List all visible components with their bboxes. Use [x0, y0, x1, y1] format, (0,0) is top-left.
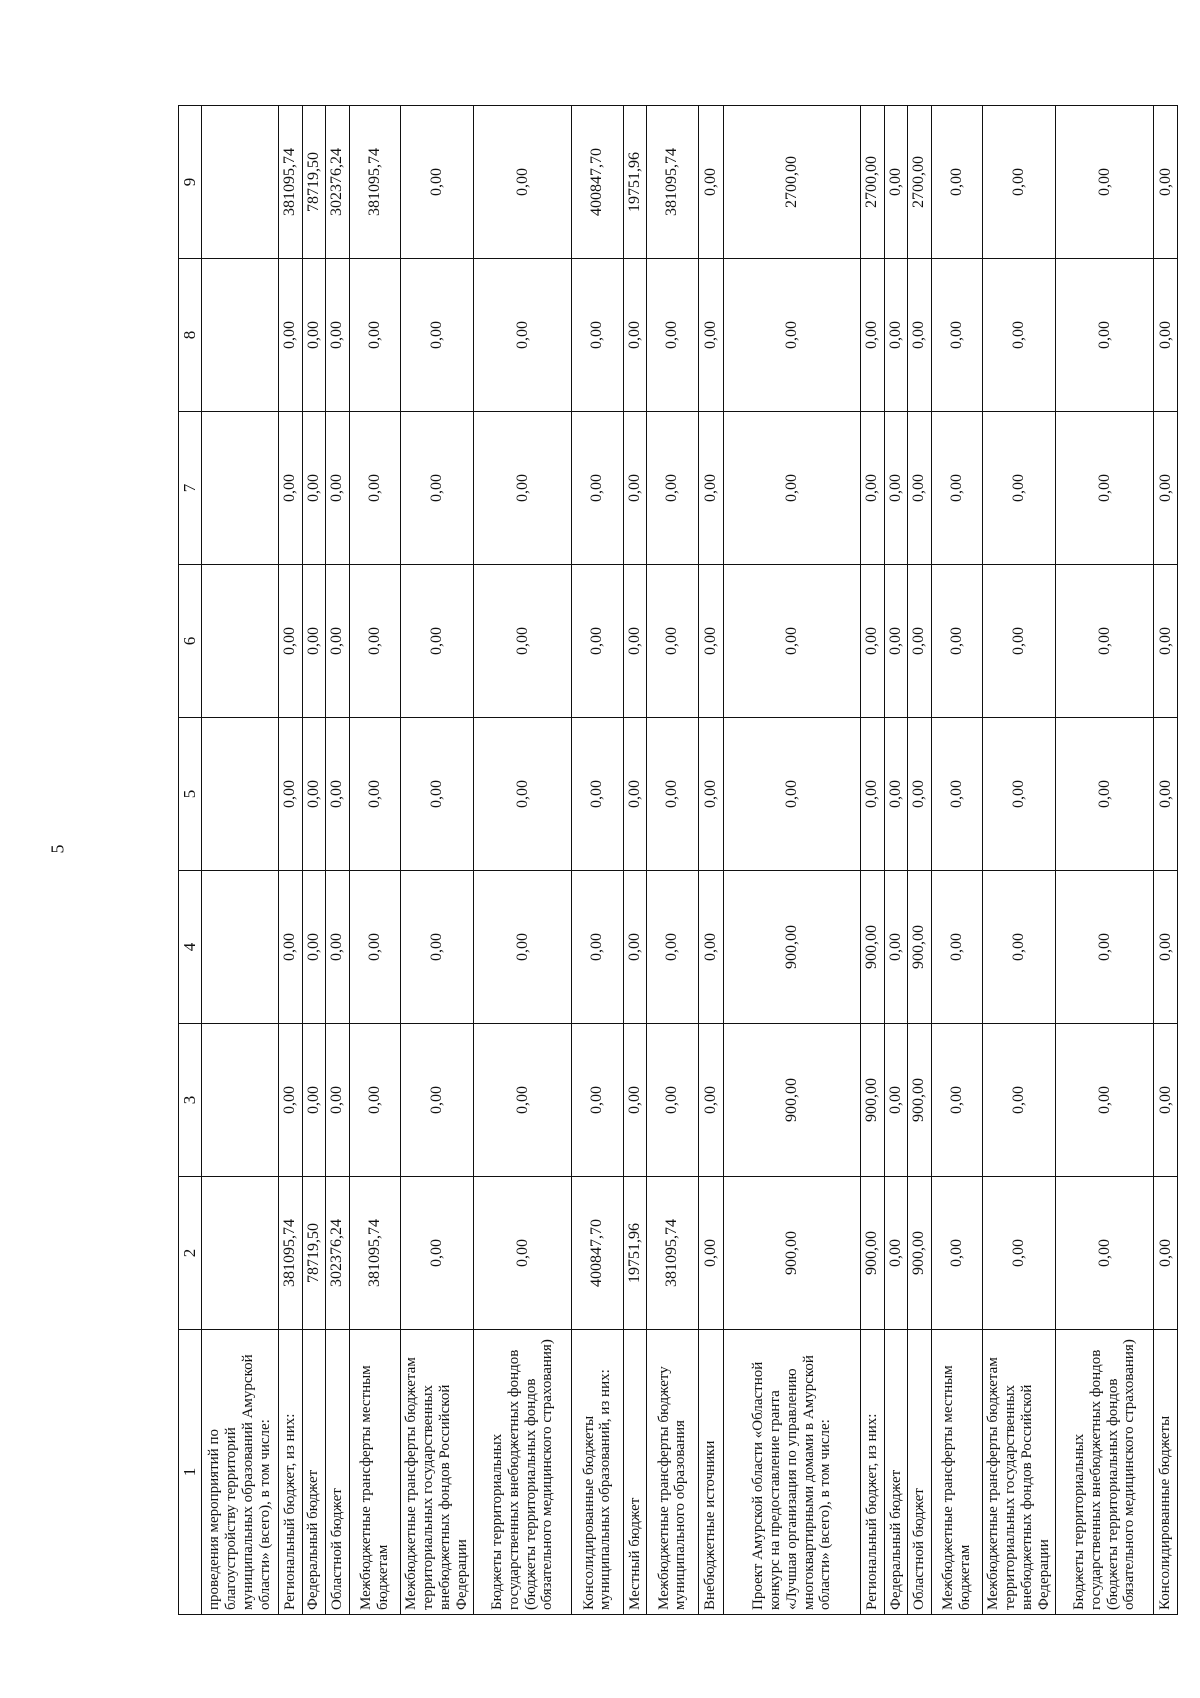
value-cell: 0,00 — [983, 718, 1056, 871]
value-cell: 0,00 — [884, 1177, 908, 1330]
value-cell: 0,00 — [279, 718, 303, 871]
value-cell: 381095,74 — [647, 106, 698, 259]
value-cell: 0,00 — [861, 259, 885, 412]
value-cell: 0,00 — [623, 259, 647, 412]
value-cell: 0,00 — [473, 106, 571, 259]
value-cell: 0,00 — [400, 871, 473, 1024]
value-cell: 900,00 — [724, 1024, 861, 1177]
table-row — [572, 106, 623, 1615]
value-cell: 900,00 — [908, 1177, 932, 1330]
value-cell: 0,00 — [302, 259, 326, 412]
value-cell: 0,00 — [983, 106, 1056, 259]
value-cell: 0,00 — [326, 871, 350, 1024]
value-cell: 0,00 — [931, 718, 982, 871]
value-cell: 0,00 — [1154, 565, 1178, 718]
column-header: 1 — [179, 1330, 202, 1615]
value-cell: 0,00 — [647, 871, 698, 1024]
value-cell: 0,00 — [884, 565, 908, 718]
value-cell: 0,00 — [302, 718, 326, 871]
table-row — [1154, 106, 1178, 1615]
value-cell: 0,00 — [400, 259, 473, 412]
value-cell: 0,00 — [326, 1024, 350, 1177]
value-cell: 0,00 — [326, 718, 350, 871]
value-cell: 0,00 — [473, 565, 571, 718]
value-cell: 0,00 — [983, 871, 1056, 1024]
value-cell: 0,00 — [647, 1024, 698, 1177]
value-cell — [202, 565, 279, 718]
value-cell: 900,00 — [861, 1177, 885, 1330]
value-cell: 0,00 — [884, 871, 908, 1024]
table-row — [908, 106, 932, 1615]
value-cell: 0,00 — [572, 718, 623, 871]
value-cell: 0,00 — [884, 718, 908, 871]
row-label: Областной бюджет — [326, 1330, 350, 1615]
value-cell: 0,00 — [698, 412, 724, 565]
column-header: 5 — [179, 718, 202, 871]
value-cell: 2700,00 — [861, 106, 885, 259]
value-cell: 0,00 — [623, 718, 647, 871]
row-label: проведения мероприятий по благоустройству территорий муниципальных образований Амурской области» (всего), в том числе: — [202, 1330, 279, 1615]
value-cell: 0,00 — [724, 259, 861, 412]
value-cell: 400847,70 — [572, 1177, 623, 1330]
value-cell: 0,00 — [1055, 1177, 1153, 1330]
row-label: Бюджеты территориальных государственных внебюджетных фондов (бюджеты территориальных фондов обязательного медицинского страхования) — [473, 1330, 571, 1615]
table-row — [623, 106, 647, 1615]
value-cell: 0,00 — [623, 565, 647, 718]
row-label: Местный бюджет — [623, 1330, 647, 1615]
table-row — [698, 106, 724, 1615]
value-cell — [202, 106, 279, 259]
table-row — [279, 106, 303, 1615]
value-cell: 0,00 — [931, 412, 982, 565]
table-row — [884, 106, 908, 1615]
value-cell: 0,00 — [572, 412, 623, 565]
value-cell: 0,00 — [861, 565, 885, 718]
value-cell: 78719,50 — [302, 1177, 326, 1330]
table-row — [202, 106, 279, 1615]
value-cell: 0,00 — [698, 106, 724, 259]
value-cell: 0,00 — [1055, 1024, 1153, 1177]
value-cell: 19751,96 — [623, 106, 647, 259]
row-label: Внебюджетные источники — [698, 1330, 724, 1615]
table-row — [400, 106, 473, 1615]
value-cell: 0,00 — [1154, 871, 1178, 1024]
value-cell: 0,00 — [349, 259, 400, 412]
value-cell: 900,00 — [861, 1024, 885, 1177]
value-cell: 0,00 — [698, 871, 724, 1024]
value-cell: 0,00 — [724, 718, 861, 871]
row-label: Областной бюджет — [908, 1330, 932, 1615]
row-label: Проект Амурской области «Областной конкурс на предоставление гранта «Лучшая организация по управлению многоквартирными домами в Амурской области» (всего), в том числе: — [724, 1330, 861, 1615]
value-cell: 0,00 — [349, 565, 400, 718]
table-body — [202, 106, 1178, 1615]
value-cell: 0,00 — [279, 871, 303, 1024]
value-cell: 0,00 — [1154, 1177, 1178, 1330]
value-cell: 900,00 — [908, 871, 932, 1024]
value-cell: 0,00 — [1154, 106, 1178, 259]
value-cell: 0,00 — [473, 1024, 571, 1177]
table-row — [302, 106, 326, 1615]
table-row — [326, 106, 350, 1615]
value-cell: 0,00 — [1154, 1024, 1178, 1177]
value-cell: 2700,00 — [908, 106, 932, 259]
value-cell: 0,00 — [884, 1024, 908, 1177]
column-header: 9 — [179, 106, 202, 259]
value-cell: 0,00 — [724, 412, 861, 565]
value-cell: 0,00 — [473, 412, 571, 565]
table-row — [1055, 106, 1153, 1615]
value-cell: 302376,24 — [326, 106, 350, 259]
value-cell: 0,00 — [698, 565, 724, 718]
value-cell: 0,00 — [473, 718, 571, 871]
table-row — [724, 106, 861, 1615]
value-cell: 0,00 — [473, 259, 571, 412]
value-cell: 0,00 — [1154, 718, 1178, 871]
value-cell — [202, 412, 279, 565]
table-row — [931, 106, 982, 1615]
table-row — [349, 106, 400, 1615]
value-cell: 0,00 — [908, 565, 932, 718]
value-cell: 0,00 — [1055, 718, 1153, 871]
value-cell: 0,00 — [884, 412, 908, 565]
table-row — [983, 106, 1056, 1615]
value-cell: 0,00 — [861, 718, 885, 871]
value-cell: 0,00 — [931, 259, 982, 412]
value-cell: 0,00 — [400, 412, 473, 565]
value-cell: 381095,74 — [349, 106, 400, 259]
row-label: Федеральный бюджет — [302, 1330, 326, 1615]
value-cell — [202, 871, 279, 1024]
value-cell: 381095,74 — [279, 106, 303, 259]
row-label: Консолидированные бюджеты муниципальных образований, из них: — [572, 1330, 623, 1615]
value-cell: 0,00 — [983, 1177, 1056, 1330]
value-cell: 0,00 — [1055, 565, 1153, 718]
row-label: Бюджеты территориальных государственных внебюджетных фондов (бюджеты территориальных фондов обязательного медицинского страхования) — [1055, 1330, 1153, 1615]
column-header: 2 — [179, 1177, 202, 1330]
value-cell: 0,00 — [400, 718, 473, 871]
row-label: Региональный бюджет, из них: — [861, 1330, 885, 1615]
value-cell: 0,00 — [572, 565, 623, 718]
rotated-table-container — [178, 105, 1178, 1615]
value-cell: 0,00 — [326, 412, 350, 565]
value-cell: 0,00 — [400, 1177, 473, 1330]
value-cell: 0,00 — [1055, 412, 1153, 565]
value-cell — [202, 259, 279, 412]
value-cell: 0,00 — [1055, 259, 1153, 412]
value-cell: 0,00 — [1055, 106, 1153, 259]
value-cell: 0,00 — [349, 718, 400, 871]
value-cell: 0,00 — [400, 1024, 473, 1177]
value-cell: 0,00 — [400, 106, 473, 259]
value-cell: 0,00 — [326, 565, 350, 718]
value-cell: 0,00 — [908, 718, 932, 871]
value-cell: 0,00 — [908, 259, 932, 412]
value-cell: 0,00 — [473, 1177, 571, 1330]
value-cell — [202, 1024, 279, 1177]
row-label: Консолидированные бюджеты — [1154, 1330, 1178, 1615]
value-cell: 0,00 — [326, 259, 350, 412]
value-cell: 0,00 — [349, 1024, 400, 1177]
table-row — [861, 106, 885, 1615]
row-label: Региональный бюджет, из них: — [279, 1330, 303, 1615]
value-cell: 0,00 — [623, 1024, 647, 1177]
value-cell: 0,00 — [1154, 412, 1178, 565]
value-cell: 0,00 — [931, 106, 982, 259]
budget-table — [178, 105, 1178, 1615]
value-cell: 0,00 — [983, 259, 1056, 412]
column-header: 3 — [179, 1024, 202, 1177]
page-number: 5 — [47, 844, 68, 854]
value-cell: 0,00 — [698, 1177, 724, 1330]
column-header: 4 — [179, 871, 202, 1024]
value-cell — [202, 1177, 279, 1330]
value-cell: 0,00 — [698, 718, 724, 871]
header-row — [179, 106, 202, 1615]
value-cell: 302376,24 — [326, 1177, 350, 1330]
value-cell: 0,00 — [279, 412, 303, 565]
value-cell: 381095,74 — [647, 1177, 698, 1330]
row-label: Федеральный бюджет — [884, 1330, 908, 1615]
column-header: 7 — [179, 412, 202, 565]
value-cell: 0,00 — [884, 106, 908, 259]
value-cell: 0,00 — [861, 412, 885, 565]
value-cell: 0,00 — [302, 565, 326, 718]
value-cell: 0,00 — [983, 1024, 1056, 1177]
value-cell: 2700,00 — [724, 106, 861, 259]
value-cell: 0,00 — [724, 565, 861, 718]
value-cell: 381095,74 — [349, 1177, 400, 1330]
value-cell: 0,00 — [908, 412, 932, 565]
value-cell: 78719,50 — [302, 106, 326, 259]
column-header: 6 — [179, 565, 202, 718]
value-cell: 0,00 — [698, 259, 724, 412]
table-row — [647, 106, 698, 1615]
value-cell: 0,00 — [647, 565, 698, 718]
value-cell: 0,00 — [647, 412, 698, 565]
value-cell: 0,00 — [572, 1024, 623, 1177]
row-label: Межбюджетные трансферты бюджетам территориальных государственных внебюджетных фондов Российской Федерации — [983, 1330, 1056, 1615]
value-cell: 0,00 — [931, 1024, 982, 1177]
value-cell: 0,00 — [623, 871, 647, 1024]
value-cell: 0,00 — [302, 1024, 326, 1177]
value-cell: 0,00 — [983, 412, 1056, 565]
value-cell: 0,00 — [884, 259, 908, 412]
row-label: Межбюджетные трансферты местным бюджетам — [931, 1330, 982, 1615]
value-cell: 0,00 — [279, 565, 303, 718]
value-cell: 0,00 — [400, 565, 473, 718]
value-cell: 0,00 — [572, 871, 623, 1024]
row-label: Межбюджетные трансферты бюджетам территориальных государственных внебюджетных фондов Российской Федерации — [400, 1330, 473, 1615]
value-cell: 900,00 — [724, 1177, 861, 1330]
row-label: Межбюджетные трансферты местным бюджетам — [349, 1330, 400, 1615]
value-cell: 0,00 — [302, 412, 326, 565]
column-header: 8 — [179, 259, 202, 412]
value-cell: 0,00 — [572, 259, 623, 412]
value-cell: 900,00 — [724, 871, 861, 1024]
value-cell: 0,00 — [931, 565, 982, 718]
value-cell — [202, 718, 279, 871]
value-cell: 381095,74 — [279, 1177, 303, 1330]
value-cell: 0,00 — [983, 565, 1056, 718]
value-cell: 0,00 — [698, 1024, 724, 1177]
row-label: Межбюджетные трансферты бюджету муниципального образования — [647, 1330, 698, 1615]
table-row — [473, 106, 571, 1615]
value-cell: 0,00 — [1154, 259, 1178, 412]
value-cell: 0,00 — [473, 871, 571, 1024]
value-cell: 0,00 — [931, 1177, 982, 1330]
value-cell: 0,00 — [647, 259, 698, 412]
value-cell: 0,00 — [349, 871, 400, 1024]
value-cell: 19751,96 — [623, 1177, 647, 1330]
value-cell: 900,00 — [861, 871, 885, 1024]
value-cell: 0,00 — [279, 259, 303, 412]
value-cell: 0,00 — [302, 871, 326, 1024]
value-cell: 400847,70 — [572, 106, 623, 259]
value-cell: 900,00 — [908, 1024, 932, 1177]
value-cell: 0,00 — [349, 412, 400, 565]
value-cell: 0,00 — [647, 718, 698, 871]
value-cell: 0,00 — [1055, 871, 1153, 1024]
value-cell: 0,00 — [931, 871, 982, 1024]
value-cell: 0,00 — [623, 412, 647, 565]
value-cell: 0,00 — [279, 1024, 303, 1177]
